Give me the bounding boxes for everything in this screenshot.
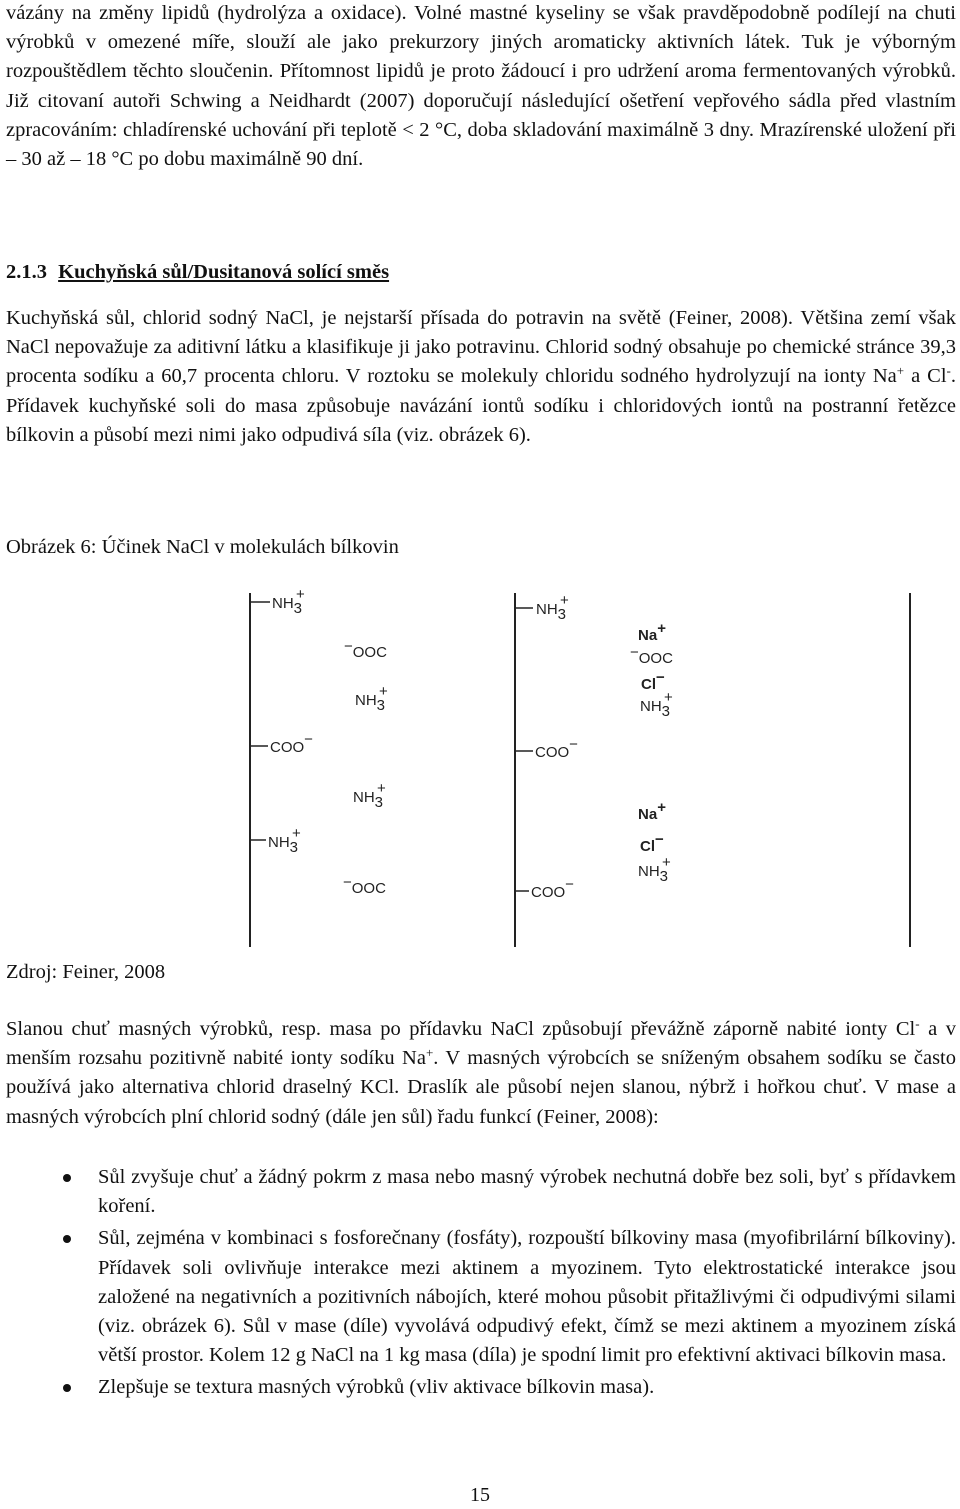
chain3-na-bottom <box>638 799 666 823</box>
paragraph-taste-text-c: . V masných výrobcích se sníženým obsahem sodíku se často používá jako alternativa chlorid draselný KCl. Draslík ale působí nejen slanou, nýbrž i hořkou chuť. V mase a masných výrobcích plní chlorid sodný (dále jen sůl) řadu funkcí (Feiner, 2008): <box>6 1047 956 1128</box>
paragraph-salt-text-b: a Cl <box>904 365 947 388</box>
svg-text:Cl−: Cl− <box>641 669 665 693</box>
section-number: 2.1.3 <box>6 261 47 283</box>
chain3-ooc-top <box>630 644 673 667</box>
svg-text:−OOC: −OOC <box>343 874 386 897</box>
paragraph-salt <box>6 304 956 450</box>
svg-text:Na+: Na+ <box>638 620 666 644</box>
chain3-cl-top <box>641 669 665 693</box>
svg-text:NH3+: NH3+ <box>268 825 301 856</box>
chain1-nh3-top <box>250 586 305 617</box>
chain2-nh3-right <box>515 592 569 623</box>
chain2-nh3-mid-top <box>355 683 388 714</box>
chain2-coo-right-top <box>515 736 578 761</box>
svg-text:COO−: COO− <box>531 876 574 901</box>
svg-text:−OOC: −OOC <box>630 644 673 667</box>
bullet-dot <box>63 1384 71 1392</box>
chain2-ooc-top <box>344 638 387 661</box>
chain1-nh3-bottom <box>250 825 301 856</box>
chain3-cl-bottom <box>640 831 664 855</box>
list-item <box>6 1224 956 1370</box>
svg-text:COO−: COO− <box>535 736 578 761</box>
section-title: Kuchyňská sůl/Dusitanová solící směs <box>58 261 390 283</box>
svg-text:−OOC: −OOC <box>344 638 387 661</box>
chain3-nh3-bottom <box>638 854 671 885</box>
chain3-nh3-top <box>640 689 673 720</box>
page-number: 15 <box>470 1484 490 1506</box>
bullet-dot <box>63 1235 71 1243</box>
svg-text:Na+: Na+ <box>638 799 666 823</box>
list-item <box>6 1163 956 1221</box>
salt-functions-list <box>6 1163 956 1403</box>
paragraph-taste-text-b: a v menším rozsahu pozitivně nabité ionty sodíku Na <box>6 1018 956 1070</box>
svg-text:NH3+: NH3+ <box>355 683 388 714</box>
chain2-ooc-bottom <box>343 874 386 897</box>
chain2-nh3-mid-bottom <box>353 780 386 811</box>
na-plus-sup: + <box>896 363 905 379</box>
list-item-text: Sůl zvyšuje chuť a žádný pokrm z masa nebo masný výrobek nechutná dobře bez soli, byť s přídavkem koření. <box>98 1166 956 1218</box>
cl-minus-sup: - <box>946 363 951 379</box>
chain1-coo <box>250 731 313 756</box>
chain3-na-top <box>638 620 666 644</box>
figure-caption: Obrázek 6: Účinek NaCl v molekulách bílkovin <box>6 536 399 558</box>
paragraph-taste <box>6 1015 956 1132</box>
section-heading <box>6 258 389 287</box>
paragraph-lipids <box>6 0 956 174</box>
svg-text:Cl−: Cl− <box>640 831 664 855</box>
svg-text:NH3+: NH3+ <box>272 586 305 617</box>
svg-text:NH3+: NH3+ <box>638 854 671 885</box>
paragraph-taste-text-a: Slanou chuť masných výrobků, resp. masa po přídavku NaCl způsobují převážně záporně nabité ionty Cl <box>6 1018 916 1040</box>
protein-nacl-figure <box>0 585 960 955</box>
svg-text:NH3+: NH3+ <box>536 592 569 623</box>
paragraph-salt-text-c: . Přídavek kuchyňské soli do masa způsobuje navázání iontů sodíku i chloridových iontů na postranní řetězce bílkovin a působí mezi nimi jako odpudivá síla (viz. obrázek 6). <box>6 365 957 446</box>
bullet-dot <box>63 1174 71 1182</box>
paragraph-lipids-text-b: Již citovaní autoři Schwing a Neidhardt (2007) doporučují následující ošetření vepřového sádla před vlastním zpracováním: chladírenské uchování při teplotě < 2 °C, doba skladování maximálně 3 dny. Mrazírenské uložení při – 30 až – 18 °C po dobu maximálně 90 dní. <box>6 89 956 171</box>
chain2-coo-right-bottom <box>515 876 574 901</box>
list-item-text: Sůl, zejména v kombinaci s fosforečnany (fosfáty), rozpouští bílkoviny masa (myofibrilární bílkoviny). Přídavek soli ovlivňuje interakce mezi aktinem a myozinem. Tyto elektrostatické interakce jsou založené na negativních a pozitivních nábojích, které mohou působit přitažlivými či odpudivými silami (viz. obrázek 6). Sůl v mase (díle) vyvolává odpudivý efekt, čímž se mezi aktinem a myozinem získá větší prostor. Kolem 12 g NaCl na 1 kg masa (díla) je spodní limit pro efektivní aktivaci bílkovin masa. <box>98 1227 956 1367</box>
na-plus-sup-2: + <box>425 1045 434 1061</box>
protein-chain-diagram <box>0 585 960 955</box>
figure-source: Zdroj: Feiner, 2008 <box>6 961 166 983</box>
svg-text:COO−: COO− <box>270 731 313 756</box>
svg-text:NH3+: NH3+ <box>353 780 386 811</box>
list-item-text: Zlepšuje se textura masných výrobků (vliv aktivace bílkovin masa). <box>98 1376 655 1399</box>
cl-minus-sup-2: - <box>915 1016 920 1031</box>
paragraph-lipids-text-a: vázány na změny lipidů (hydrolýza a oxidace). Volné mastné kyseliny se však pravděpodobně podílejí na chuti výrobků v omezené míře, slouží ale jako prekurzory jiných aromaticky aktivních látek. Tuk je výborným rozpouštědlem těchto sloučenin. Přítomnost lipidů je proto žádoucí i pro udržení aroma fermentovaných výrobků. <box>6 2 956 83</box>
svg-text:NH3+: NH3+ <box>640 689 673 720</box>
paragraph-salt-text-a: Kuchyňská sůl, chlorid sodný NaCl, je nejstarší přísada do potravin na světě (Feiner, 2008). Většina zemí však NaCl nepovažuje za aditivní látku a klasifikuje ji jako potravinu. Chlorid sodný obsahuje po chemické stránce 39,3 procenta sodíku a 60,7 procenta chloru. V roztoku se molekuly chloridu sodného hydrolyzují na ionty Na <box>6 307 956 388</box>
list-item <box>6 1373 956 1402</box>
